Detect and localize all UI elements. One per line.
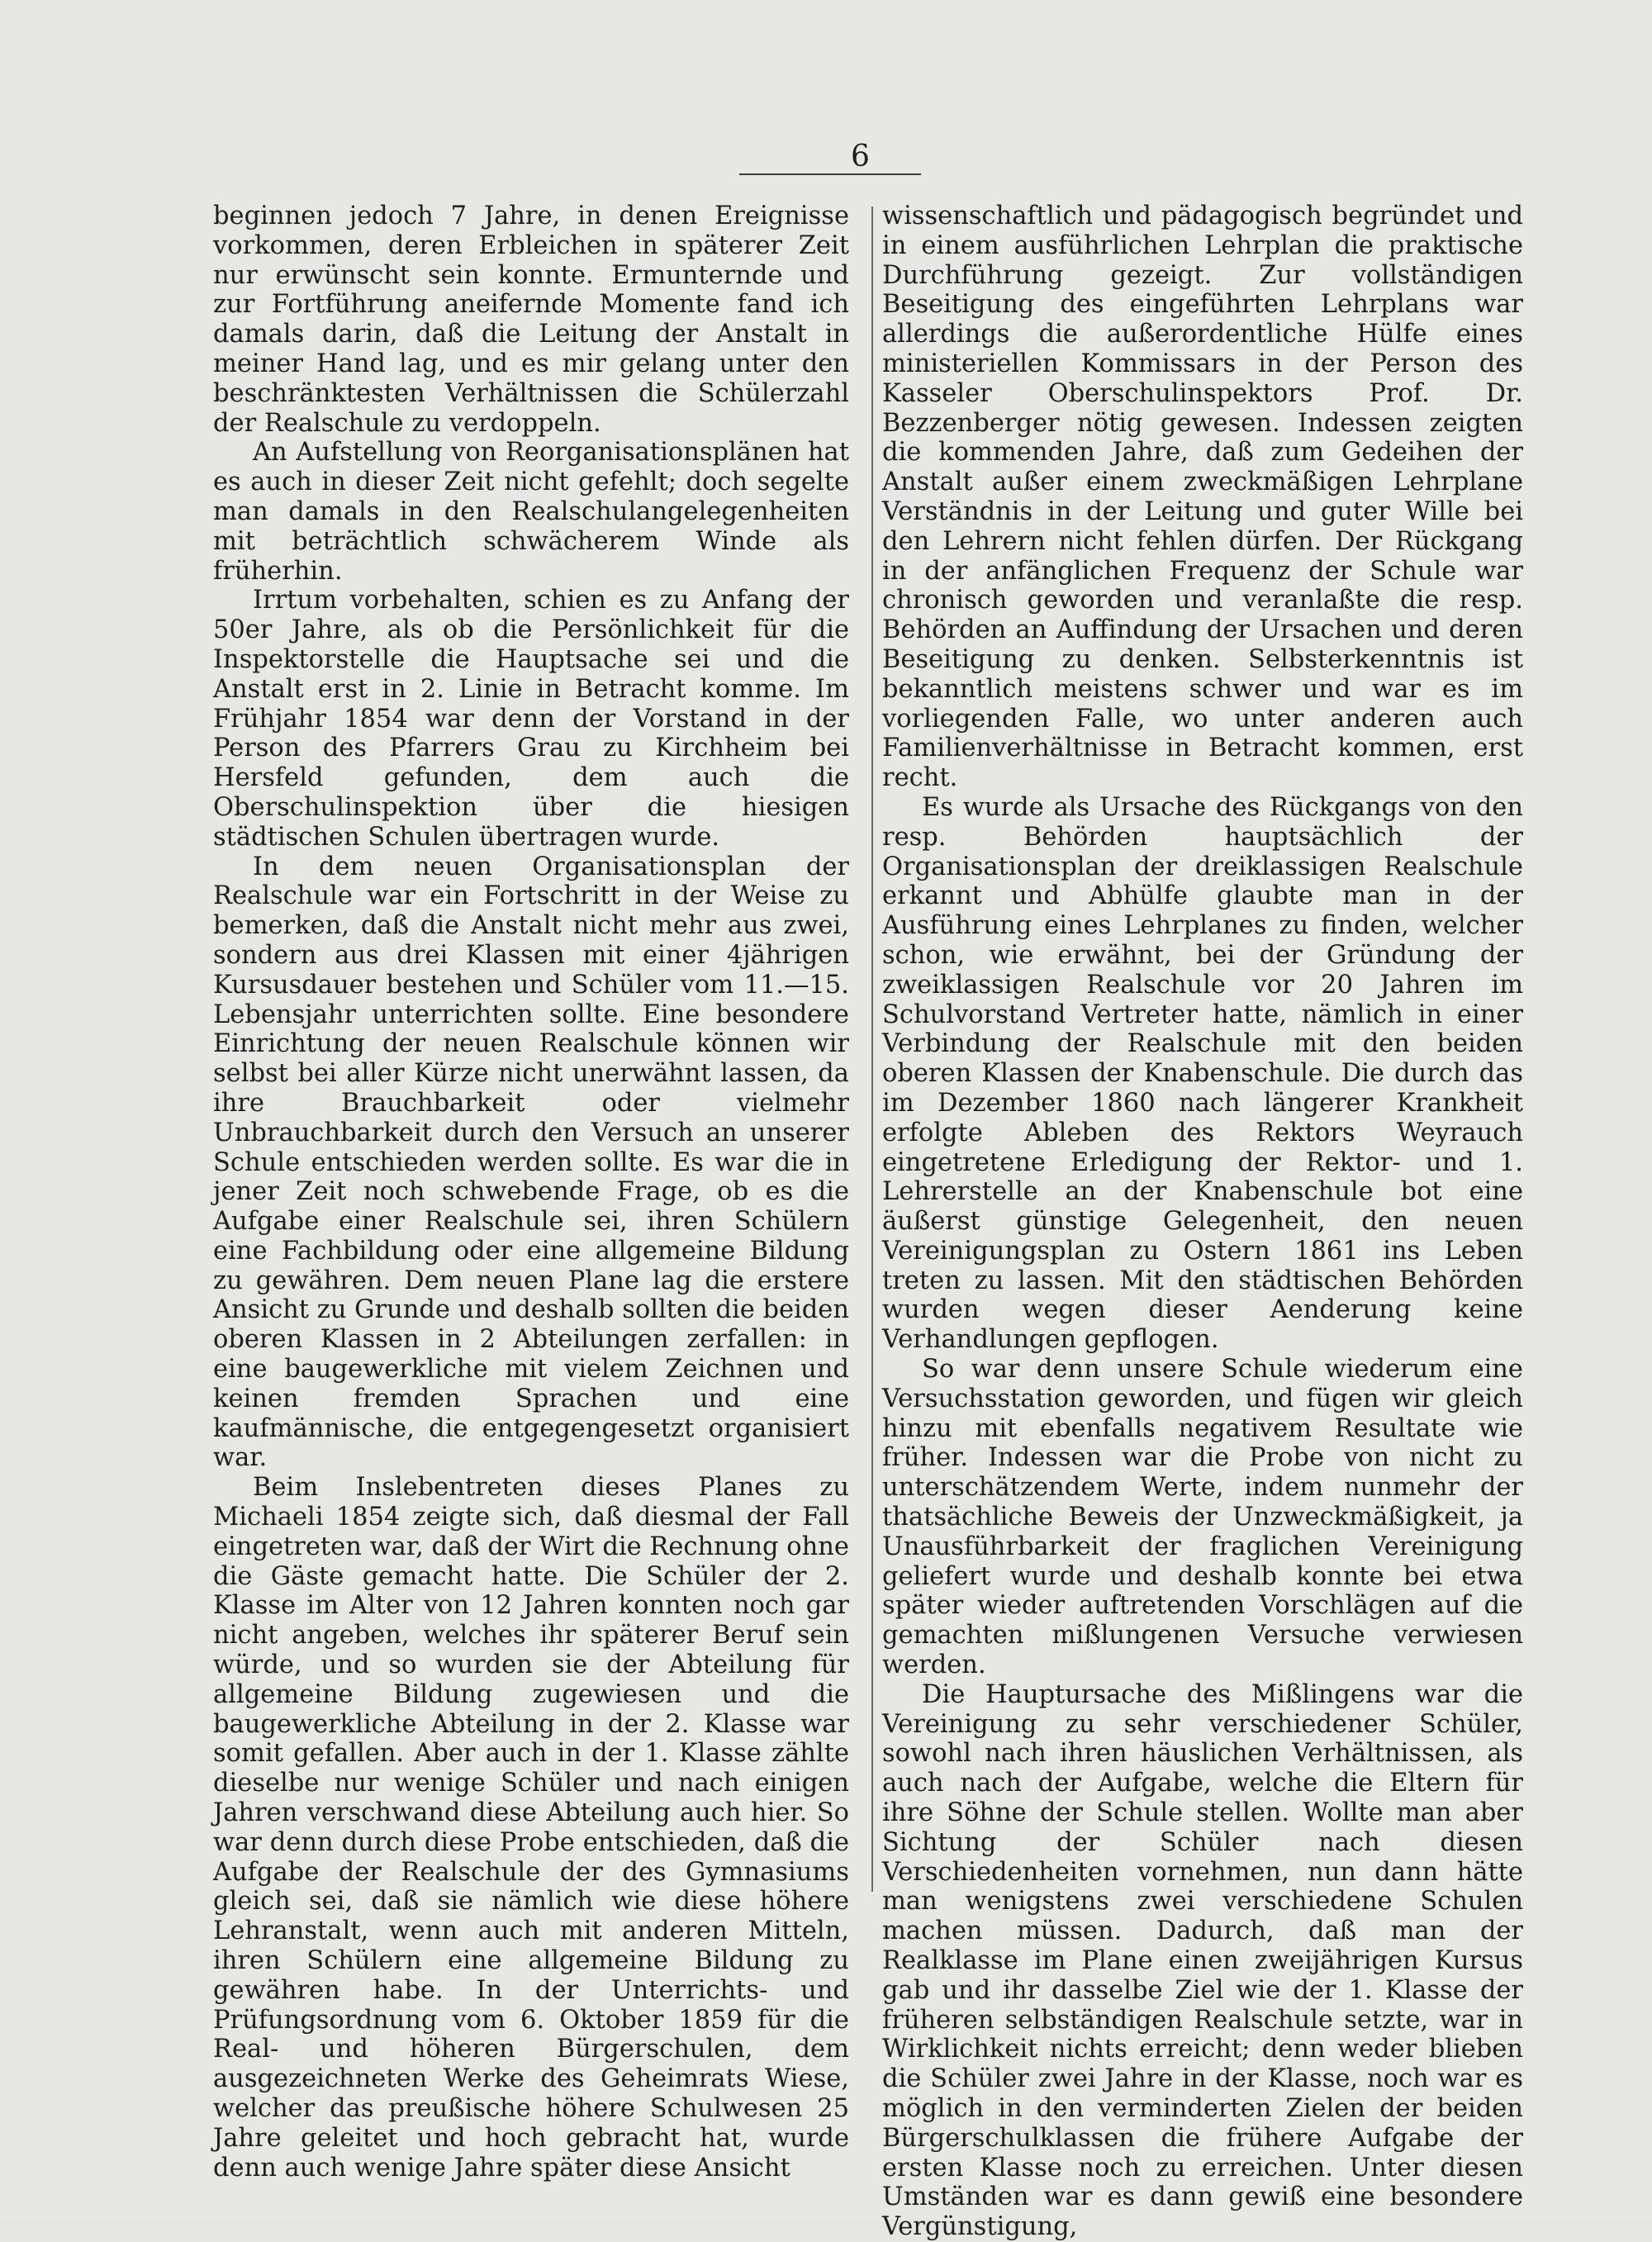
paragraph: An Aufstellung von Reorganisationsplänen hat es auch in dieser Zeit nicht gefehlt; doch segelte man damals in den Realschulangelegenheiten mit beträchtlich schwächerem Winde als früherhin. (213, 438, 849, 586)
paragraph: beginnen jedoch 7 Jahre, in denen Ereignisse vorkommen, deren Erbleichen in späterer Zeit nur erwünscht sein konnte. Ermunternde und zur Fortführung aneifernde Momente fand ich damals darin, daß die Leitung der Anstalt in meiner Hand lag, und es mir gelang unter den beschränktesten Verhältnissen die Schülerzahl der Realschule zu verdoppeln. (213, 202, 849, 438)
page-number: 6 (851, 140, 870, 173)
paragraph: Die Hauptursache des Mißlingens war die Vereinigung zu sehr verschiedener Schüler, sowohl nach ihren häuslichen Verhältnissen, als auch nach der Aufgabe, welche die Eltern für ihre Söhne der Schule stellen. Wollte man aber Sichtung der Schüler nach diesen Verschiedenheiten vornehmen, nun dann hätte man wenigstens zwei verschiedene Schulen machen müssen. Dadurch, daß man der Realklasse im Plane einen zweijährigen Kursus gab und ihr dasselbe Ziel wie der 1. Klasse der früheren selbständigen Realschule setzte, war in Wirklichkeit nichts erreicht; denn weder blieben die Schüler zwei Jahre in der Klasse, noch war es möglich in den verminderten Zielen der beiden Bürgerschulklassen die frühere Aufgabe der ersten Klasse noch zu erreichen. Unter diesen Umständen war es dann gewiß eine besondere Vergünstigung, (882, 1679, 1523, 2242)
paragraph: wissenschaftlich und pädagogisch begründet und in einem ausführlichen Lehrplan die praktische Durchführung gezeigt. Zur vollständigen Beseitigung des eingeführten Lehrplans war allerdings die außerordentliche Hülfe eines ministeriellen Kommissars in der Person des Kasseler Oberschulinspektors Prof. Dr. Bezzenberger nötig gewesen. Indessen zeigten die kommenden Jahre, daß zum Gedeihen der Anstalt außer einem zweckmäßigen Lehrplane Verständnis in der Leitung und guter Wille bei den Lehrern nicht fehlen dürfen. Der Rückgang in der anfänglichen Frequenz der Schule war chronisch geworden und veranlaßte die resp. Behörden an Auffindung der Ursachen und deren Beseitigung zu denken. Selbsterkenntnis ist bekanntlich meistens schwer und war es im vorliegenden Falle, wo unter anderen auch Familienverhältnisse in Betracht kommen, erst recht. (882, 202, 1523, 793)
right-column (882, 202, 1523, 2242)
paragraph: Beim Inslebentreten dieses Planes zu Michaeli 1854 zeigte sich, daß diesmal der Fall eingetreten war, daß der Wirt die Rechnung ohne die Gäste gemacht hatte. Die Schüler der 2. Klasse im Alter von 12 Jahren konnten noch gar nicht angeben, welches ihr späterer Beruf sein würde, und so wurden sie der Abteilung für allgemeine Bildung zugewiesen und die baugewerkliche Abteilung in der 2. Klasse war somit gefallen. Aber auch in der 1. Klasse zählte dieselbe nur wenige Schüler und nach einigen Jahren verschwand diese Abteilung auch hier. So war denn durch diese Probe entschieden, daß die Aufgabe der Realschule der des Gymnasiums gleich sei, daß sie nämlich wie diese höhere Lehranstalt, wenn auch mit anderen Mitteln, ihren Schülern eine allgemeine Bildung zu gewähren habe. In der Unterrichts- und Prüfungsordnung vom 6. Oktober 1859 für die Real- und höheren Bürgerschulen, dem ausgezeichneten Werke des Geheimrats Wiese, welcher das preußische höhere Schulwesen 25 Jahre geleitet und hoch gebracht hat, wurde denn auch wenige Jahre später diese Ansicht (213, 1473, 849, 2183)
paragraph: In dem neuen Organisationsplan der Realschule war ein Fortschritt in der Weise zu bemerken, daß die Anstalt nicht mehr aus zwei, sondern aus drei Klassen mit einer 4jährigen Kursusdauer bestehen und Schüler vom 11.—15. Lebensjahr unterrichten sollte. Eine besondere Einrichtung der neuen Realschule können wir selbst bei aller Kürze nicht unerwähnt lassen, da ihre Brauchbarkeit oder vielmehr Unbrauchbarkeit durch den Versuch an unserer Schule entschieden werden sollte. Es war die in jener Zeit noch schwebende Frage, ob es die Aufgabe einer Realschule sei, ihren Schülern eine Fachbildung oder eine allgemeine Bildung zu gewähren. Dem neuen Plane lag die erstere Ansicht zu Grunde und deshalb sollten die beiden oberen Klassen in 2 Abteilungen zerfallen: in eine baugewerkliche mit vielem Zeichnen und keinen fremden Sprachen und eine kaufmännische, die entgegengesetzt organisiert war. (213, 852, 849, 1473)
paragraph: So war denn unsere Schule wiederum eine Versuchsstation geworden, und fügen wir gleich hinzu mit ebenfalls negativem Resultate wie früher. Indessen war die Probe von nicht zu unterschätzendem Werte, indem nunmehr der thatsächliche Beweis der Unzweckmäßigkeit, ja Unausführbarkeit der fraglichen Vereinigung geliefert wurde und deshalb konnte bei etwa später wieder auftretenden Vorschlägen auf die gemachten mißlungenen Versuche verwiesen werden. (882, 1355, 1523, 1680)
left-column (213, 202, 849, 2183)
paragraph: Es wurde als Ursache des Rückgangs von den resp. Behörden hauptsächlich der Organisationsplan der dreiklassigen Realschule erkannt und Abhülfe glaubte man in der Ausführung eines Lehrplanes zu finden, welcher schon, wie erwähnt, bei der Gründung der zweiklassigen Realschule vor 20 Jahren im Schulvorstand Vertreter hatte, nämlich in einer Verbindung der Realschule mit den beiden oberen Klassen der Knabenschule. Die durch das im Dezember 1860 nach längerer Krankheit erfolgte Ableben des Rektors Weyrauch eingetretene Erledigung der Rektor- und 1. Lehrerstelle an der Knabenschule bot eine äußerst günstige Gelegenheit, den neuen Vereinigungsplan zu Ostern 1861 ins Leben treten zu lassen. Mit den städtischen Behörden wurden wegen dieser Aenderung keine Verhandlungen gepflogen. (882, 792, 1523, 1355)
paragraph: Irrtum vorbehalten, schien es zu Anfang der 50er Jahre, als ob die Persönlichkeit für die Inspektorstelle die Hauptsache sei und die Anstalt erst in 2. Linie in Betracht komme. Im Frühjahr 1854 war denn der Vorstand in der Person des Pfarrers Grau zu Kirchheim bei Hersfeld gefunden, dem auch die Oberschulinspektion über die hiesigen städtischen Schulen übertragen wurde. (213, 586, 849, 852)
column-divider (871, 207, 873, 1892)
header-rule (739, 173, 921, 175)
